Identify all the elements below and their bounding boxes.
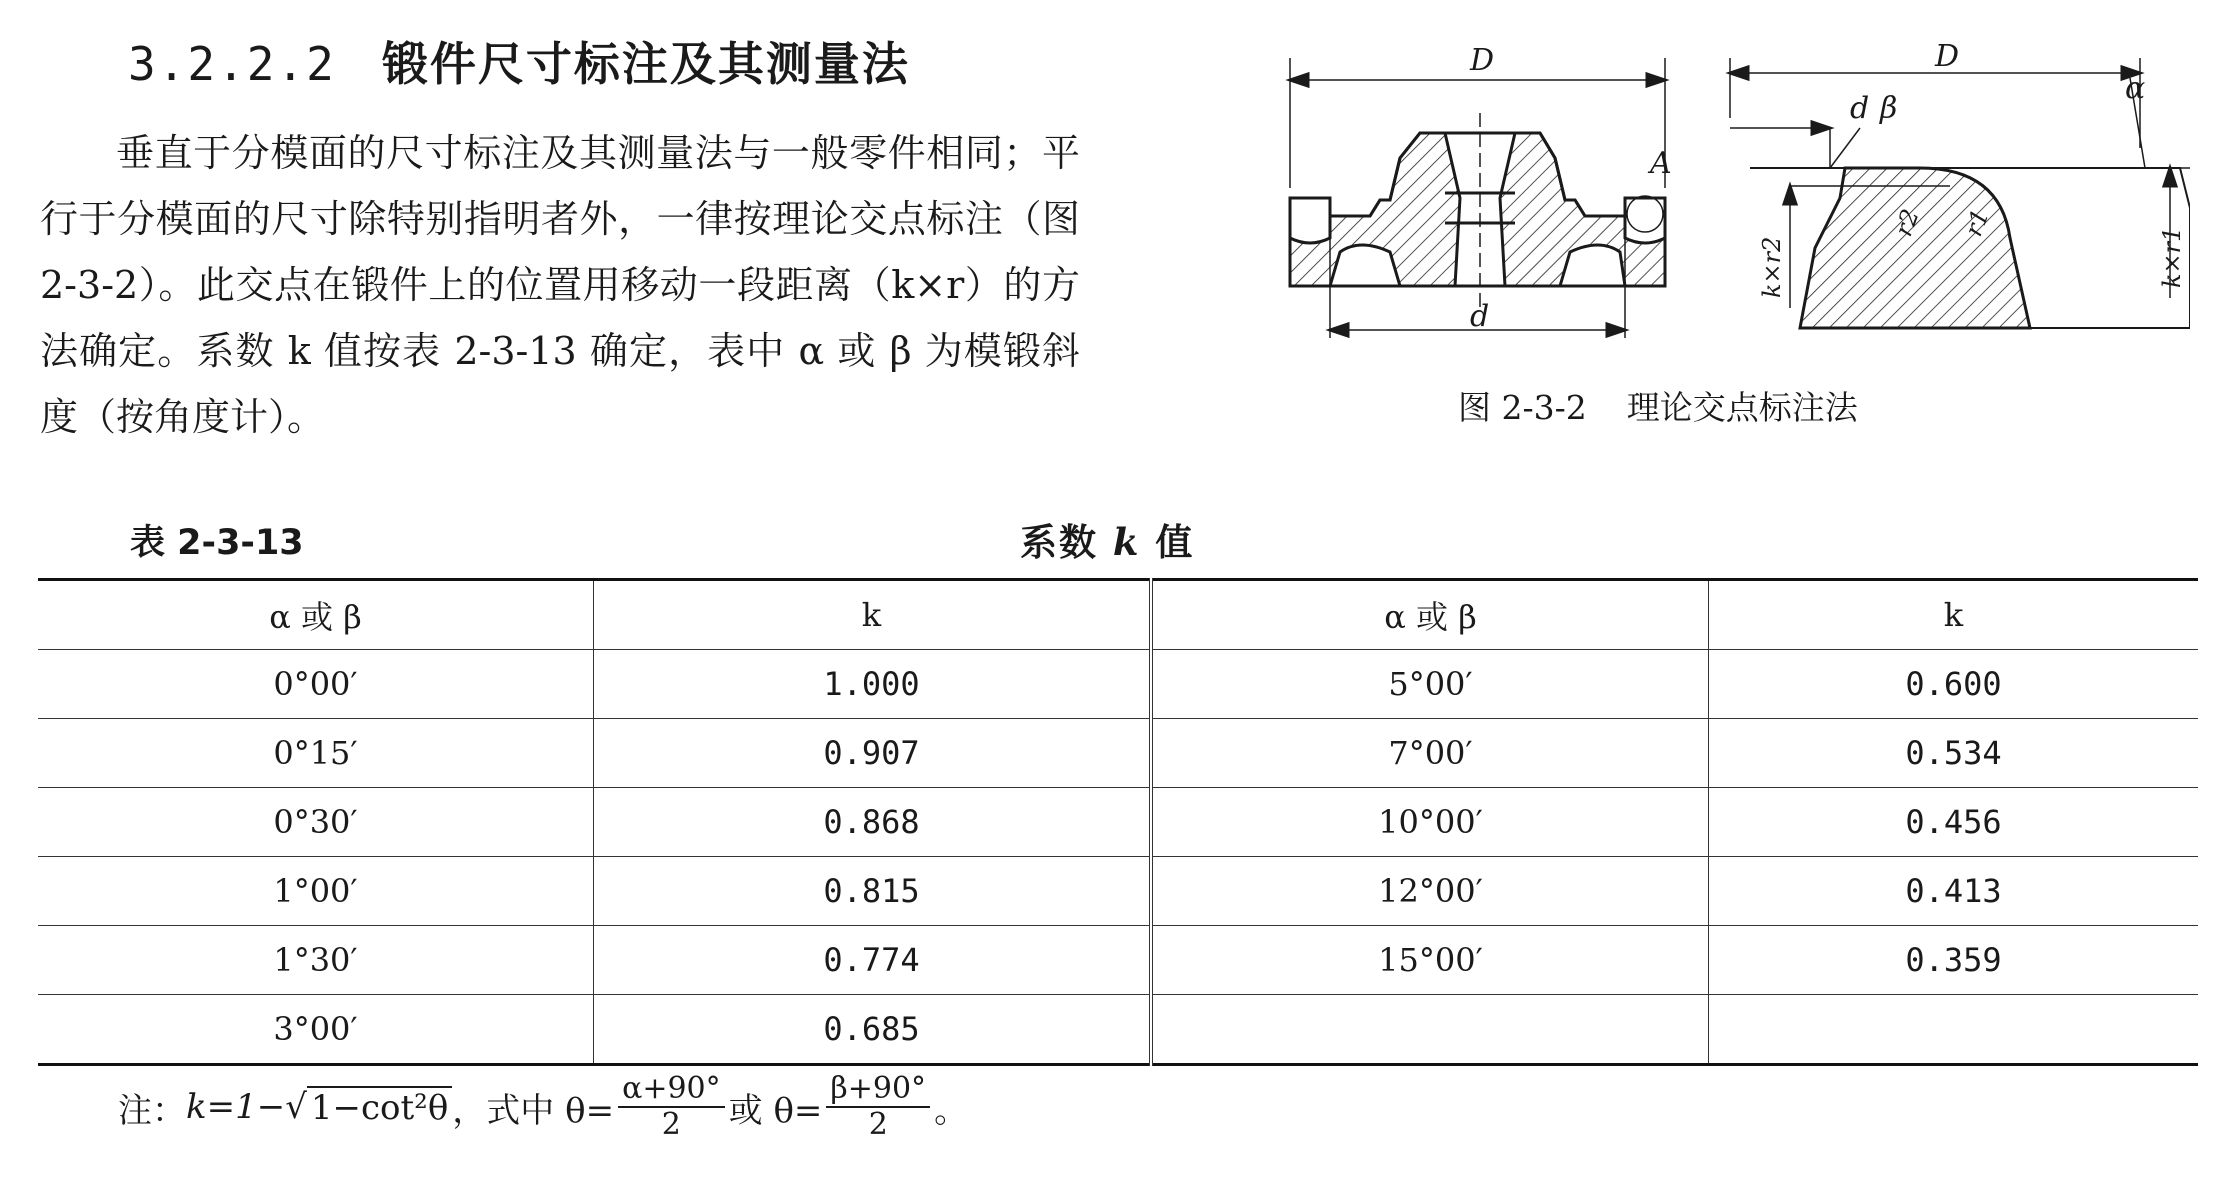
cell-angle: 3°00′ bbox=[38, 995, 594, 1065]
figure-2-3-2 bbox=[1270, 38, 2190, 348]
cell-k bbox=[1709, 995, 2199, 1065]
cell-k: 0.868 bbox=[594, 788, 1152, 857]
table-title bbox=[1020, 512, 1194, 566]
label-kr1: k×r1 bbox=[2158, 226, 2186, 288]
paragraph-text: 垂直于分模面的尺寸标注及其测量法与一般零件相同；平行于分模面的尺寸除特别指明者外，一律按理论交点标注（图 2-3-2）。此交点在锻件上的位置用移动一段距离（k×r）的方法确定。系数 k 值按表 2-3-13 确定，表中 α 或 β 为模锻斜度（按角度计）。 bbox=[40, 131, 1080, 439]
table-row bbox=[38, 995, 2198, 1065]
coefficient-table bbox=[38, 578, 2198, 1066]
header-angle-1: α 或 β bbox=[38, 580, 594, 650]
label-beta: β bbox=[1880, 91, 1898, 126]
note-or: 或 θ= bbox=[728, 1090, 823, 1131]
cell-angle: 0°30′ bbox=[38, 788, 594, 857]
cell-angle: 15°00′ bbox=[1151, 926, 1709, 995]
label-alpha: α bbox=[2125, 71, 2146, 106]
note-mid: ，式中 θ= bbox=[452, 1090, 615, 1131]
cell-k: 1.000 bbox=[594, 650, 1152, 719]
cell-angle: 10°00′ bbox=[1151, 788, 1709, 857]
table-row bbox=[38, 926, 2198, 995]
table-title-prefix: 系数 bbox=[1020, 521, 1098, 564]
frac2-denominator: 2 bbox=[868, 1107, 888, 1142]
body-paragraph bbox=[40, 120, 1080, 450]
table-note bbox=[118, 1072, 968, 1142]
frac1-denominator: 2 bbox=[661, 1107, 681, 1142]
section-title: 锻件尺寸标注及其测量法 bbox=[381, 37, 910, 91]
cell-k: 0.413 bbox=[1905, 872, 2002, 910]
table-row bbox=[38, 719, 2198, 788]
table-row bbox=[38, 857, 2198, 926]
label-D-right: D bbox=[1935, 39, 1960, 74]
sqrt-sign: √ bbox=[285, 1087, 307, 1127]
table-header-row bbox=[38, 580, 2198, 650]
cell-k: 0.456 bbox=[1905, 803, 2002, 841]
frac1-numerator: α+90° bbox=[618, 1072, 725, 1108]
table-title-suffix: 值 bbox=[1155, 521, 1195, 564]
label-A: A bbox=[1650, 146, 1672, 181]
cell-angle: 1°00′ bbox=[38, 857, 594, 926]
table-number: 表 2-3-13 bbox=[130, 523, 304, 563]
section-heading bbox=[128, 28, 910, 94]
frac2-numerator: β+90° bbox=[826, 1072, 930, 1108]
table-row bbox=[38, 788, 2198, 857]
note-prefix: 注： bbox=[118, 1090, 186, 1131]
section-number: 3.2.2.2 bbox=[128, 37, 336, 91]
cell-angle: 5°00′ bbox=[1151, 650, 1709, 719]
cell-k: 0.907 bbox=[594, 719, 1152, 788]
cell-angle: 0°15′ bbox=[38, 719, 594, 788]
cell-k: 0.534 bbox=[1905, 734, 2002, 772]
header-k-1: k bbox=[594, 580, 1152, 650]
cell-k: 0.685 bbox=[594, 995, 1152, 1065]
table-row bbox=[38, 650, 2198, 719]
table-title-var: k bbox=[1112, 520, 1141, 564]
cell-angle: 0°00′ bbox=[38, 650, 594, 719]
note-end: 。 bbox=[934, 1090, 969, 1131]
cell-angle bbox=[1151, 995, 1709, 1065]
label-r1: r1 bbox=[1959, 205, 1995, 241]
cell-angle: 7°00′ bbox=[1151, 719, 1709, 788]
fraction-alpha bbox=[618, 1072, 725, 1142]
figure-number: 图 2-3-2 bbox=[1458, 388, 1587, 427]
label-r2: r2 bbox=[1889, 205, 1925, 241]
note-sqrt-content: 1−cot²θ bbox=[307, 1086, 452, 1128]
cell-k: 0.774 bbox=[594, 926, 1152, 995]
fraction-beta bbox=[826, 1072, 930, 1142]
header-angle-2: α 或 β bbox=[1151, 580, 1709, 650]
cell-k: 0.359 bbox=[1905, 941, 2002, 979]
note-formula-left: k=1− bbox=[186, 1087, 286, 1127]
label-d-right: d bbox=[1850, 91, 1870, 126]
label-D-left: D bbox=[1470, 43, 1495, 78]
cell-k: 0.600 bbox=[1905, 665, 2002, 703]
header-k-2: k bbox=[1943, 596, 1964, 634]
cell-k: 0.815 bbox=[594, 857, 1152, 926]
figure-caption bbox=[1458, 382, 1858, 429]
label-d-left: d bbox=[1470, 299, 1490, 334]
figure-caption-text: 理论交点标注法 bbox=[1626, 388, 1858, 427]
cell-angle: 1°30′ bbox=[38, 926, 594, 995]
forging-section-drawing bbox=[1290, 58, 2190, 338]
label-kr2: k×r2 bbox=[1758, 236, 1786, 298]
cell-angle: 12°00′ bbox=[1151, 857, 1709, 926]
